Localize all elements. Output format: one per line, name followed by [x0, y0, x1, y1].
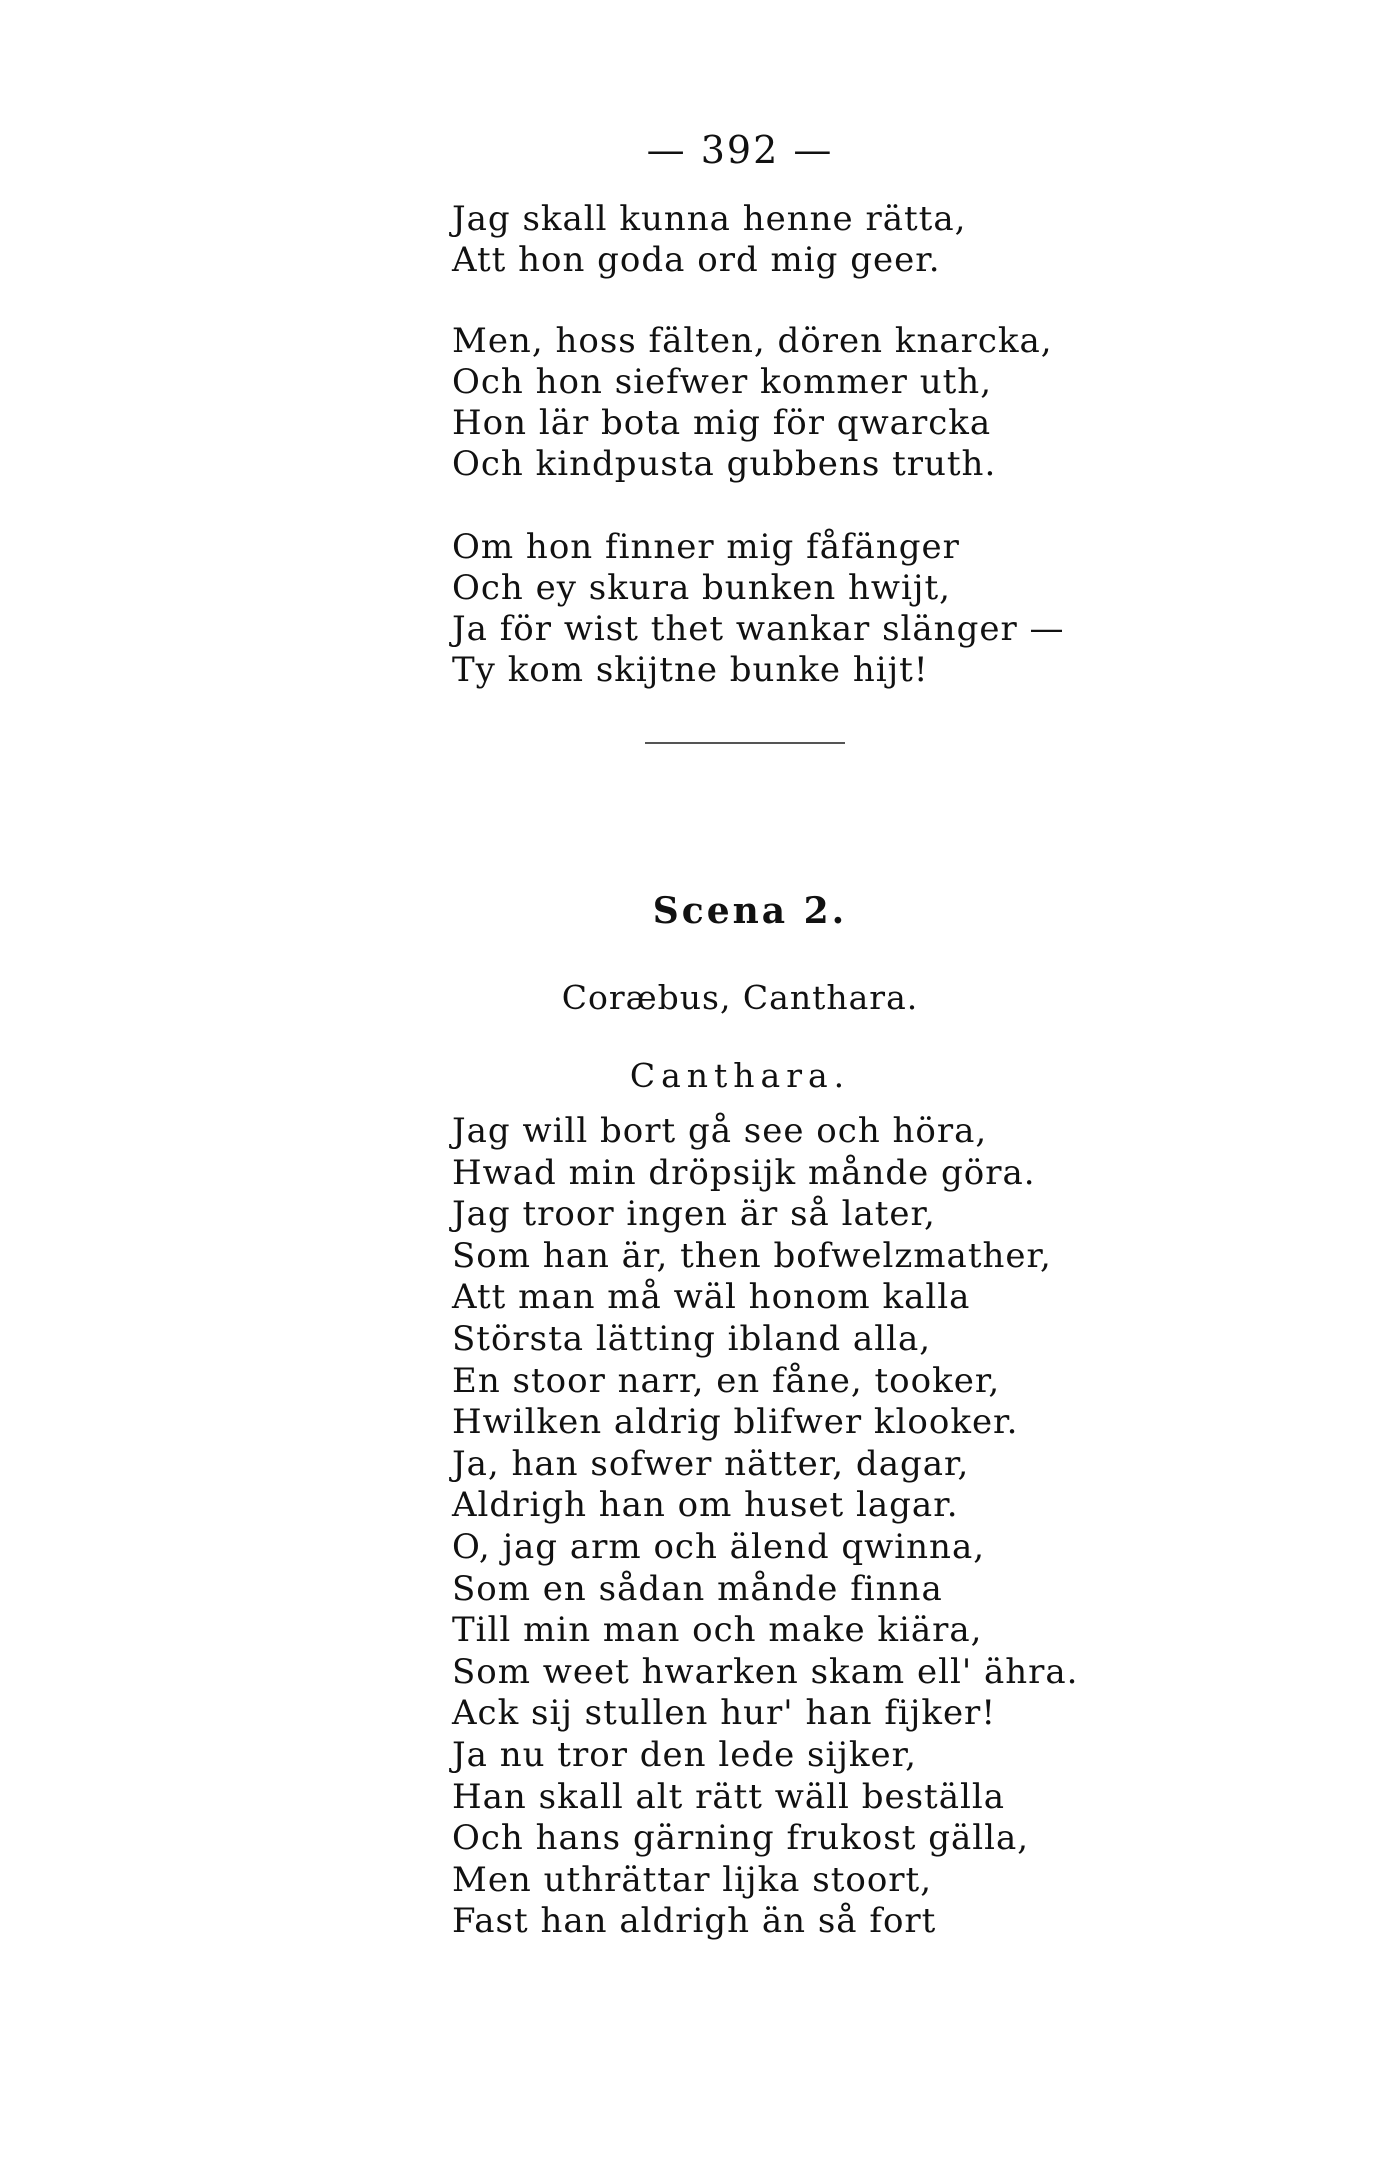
verse-line: Ack sij stullen hur' han fijker! — [452, 1693, 996, 1734]
verse-line: Men, hoss fälten, dören knarcka, — [452, 321, 1053, 361]
verse-line: O, jag arm och älend qwinna, — [452, 1526, 986, 1567]
verse-line: En stoor narr, en fåne, tooker, — [452, 1360, 1001, 1401]
verse-line: Men uthrättar lijka stoort, — [452, 1859, 933, 1900]
stanza-1 — [452, 199, 966, 281]
verse-line: Och hans gärning frukost gälla, — [452, 1818, 1030, 1859]
speaker-name: Canthara. — [629, 1056, 851, 1095]
speech-verses — [452, 1111, 1078, 1943]
verse-line: Hwilken aldrig blifwer klooker. — [452, 1402, 1019, 1443]
verse-line: Att man må wäl honom kalla — [452, 1277, 971, 1318]
verse-line: Största lätting ibland alla, — [452, 1318, 932, 1359]
verse-line: Jag troor ingen är så later, — [452, 1194, 936, 1235]
verse-line: Jag will bort gå see och höra, — [452, 1111, 988, 1151]
stanza-2 — [452, 321, 1053, 485]
verse-line: Som han är, then bofwelzmather, — [452, 1235, 1052, 1276]
scene-characters: Coræbus, Canthara. — [561, 978, 919, 1017]
verse-line: Om hon finner mig fåfänger — [452, 527, 960, 567]
verse-line: Och ey skura bunken hwijt, — [452, 568, 951, 608]
verse-line: Han skall alt rätt wäll beställa — [452, 1776, 1005, 1817]
verse-line: Till min man och make kiära, — [452, 1610, 983, 1651]
verse-line: Hon lär bota mig för qwarcka — [452, 403, 992, 443]
verse-line: Och hon siefwer kommer uth, — [452, 362, 993, 402]
verse-line: Som en sådan månde finna — [452, 1568, 943, 1609]
verse-line: Ty kom skijtne bunke hijt! — [452, 650, 929, 690]
verse-line: Ja, han sofwer nätter, dagar, — [452, 1443, 970, 1484]
verse-line: Att hon goda ord mig geer. — [452, 240, 941, 280]
verse-line: Jag skall kunna henne rätta, — [452, 199, 967, 239]
verse-line: Som weet hwarken skam ell' ähra. — [452, 1651, 1079, 1692]
scene-heading: Scena 2. — [652, 890, 848, 932]
verse-line: Och kindpusta gubbens truth. — [452, 444, 997, 484]
verse-line: Aldrigh han om huset lagar. — [452, 1485, 959, 1526]
page-number: — 392 — — [646, 128, 834, 172]
section-divider — [645, 742, 845, 744]
stanza-3 — [452, 527, 1065, 691]
verse-line: Fast han aldrigh än så fort — [452, 1901, 937, 1942]
verse-line: Hwad min dröpsijk månde göra. — [452, 1152, 1036, 1193]
verse-line: Ja nu tror den lede sijker, — [452, 1734, 917, 1775]
verse-line: Ja för wist thet wankar slänger — — [452, 609, 1065, 649]
